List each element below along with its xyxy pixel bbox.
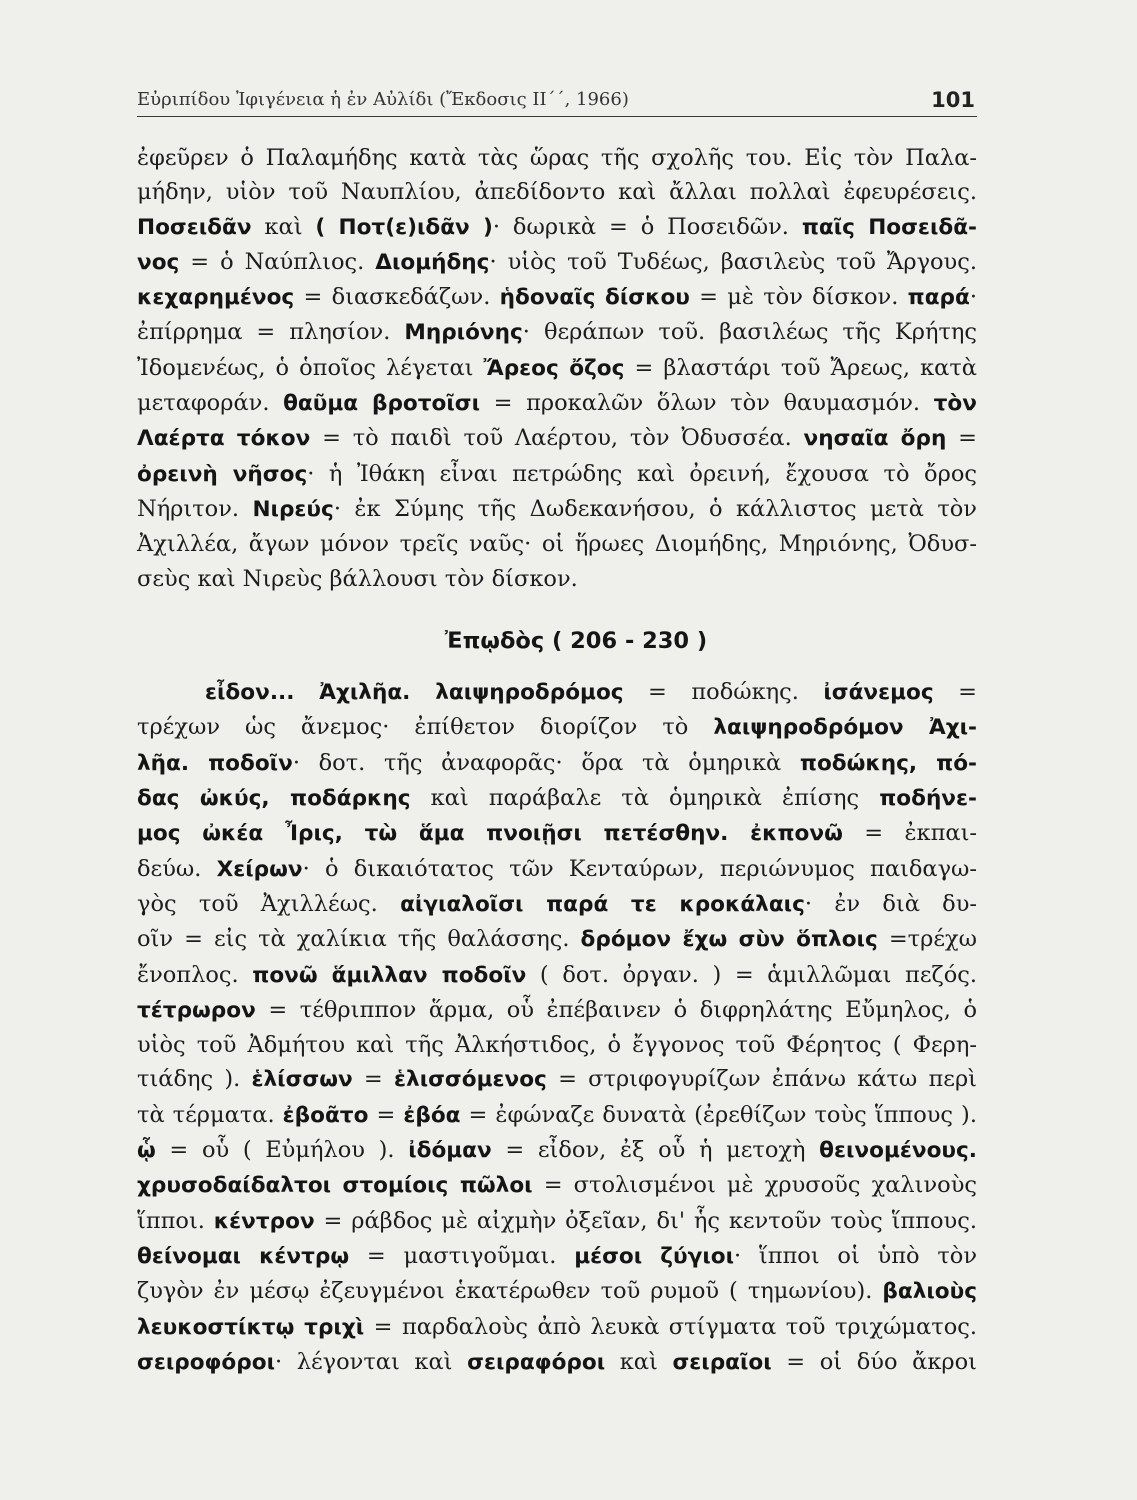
text-run: ἵπποι. <box>137 1207 214 1234</box>
text-run: οῖν = εἰς τὰ χαλίκια τῆς θαλάσσης. <box>137 926 581 953</box>
text-run: ζυγὸν ἐν μέσῳ ἐζευγμένοι ἑκατέρωθεν τοῦ ρυμοῦ ( τημωνίου). <box>137 1278 883 1305</box>
bold-lemma: αἰγιαλοῖσι παρά τε κροκάλαις <box>400 891 805 917</box>
text-line <box>137 527 977 561</box>
text-line <box>137 280 977 315</box>
text-line <box>137 922 977 957</box>
text-line <box>137 781 977 816</box>
text-run: = ὁ Ναύπλιος. <box>179 248 376 275</box>
text-run: = ἐφώναζε δυνατὰ (ἐρεθίζων τοὺς ἵππους ). <box>460 1101 977 1128</box>
bold-lemma: λαιψηροδρόμον Ἀχι- <box>713 715 977 741</box>
text-run: · ἐν διὰ δυ- <box>804 890 977 917</box>
text-line <box>137 1310 977 1345</box>
text-run: = εἶδον, ἐξ οὗ ἡ μετοχὴ <box>491 1137 820 1164</box>
bold-lemma: δας ὠκύς, ποδάρκης <box>137 786 411 812</box>
bold-lemma: λευκοστίκτῳ τριχὶ <box>137 1314 365 1340</box>
text-run: · <box>969 284 977 311</box>
text-line <box>137 175 977 209</box>
text-line <box>137 386 977 421</box>
text-run: καὶ <box>251 213 316 240</box>
text-run: = ἐκπαι- <box>842 820 977 847</box>
text-line <box>137 141 977 175</box>
bold-lemma: μέσοι ζύγιοι <box>574 1243 734 1269</box>
text-run: δεύω. <box>137 855 217 882</box>
text-line <box>137 1345 977 1380</box>
bold-lemma: τὸν <box>933 391 977 417</box>
text-run: · ἐκ Σύμης τῆς Δωδεκανήσου, ὁ κάλλιστος μετὰ τὸν <box>333 495 977 522</box>
commentary-text <box>137 141 977 1380</box>
bold-lemma: Ποσειδᾶν <box>137 214 252 240</box>
text-run: Ἀχιλλέα, ἄγων μόνον τρεῖς ναῦς· οἱ ἥρωες Διομήδης, Μηριόνης, Ὀδυσ- <box>137 531 977 558</box>
bold-lemma: κεχαρημένος <box>137 285 295 311</box>
text-run: = τέθριππον ἅρμα, οὗ ἐπέβαινεν ὁ διφρηλάτης Εὔμηλος, ὁ <box>255 996 977 1023</box>
bold-lemma: Νιρεύς <box>252 496 334 522</box>
text-line <box>137 746 977 781</box>
text-run: ἐφεῦρεν ὁ Παλαμήδης κατὰ τὰς ὥρας τῆς σχολῆς του. Εἰς τὸν Παλα- <box>137 145 977 171</box>
text-line <box>137 210 977 245</box>
bold-lemma: ἐβοᾶτο <box>282 1102 369 1128</box>
bold-lemma: θείνομαι κέντρῳ <box>137 1243 350 1269</box>
bold-lemma: μος ὠκέα Ἶρις, τὼ ἅμα πνοιῇσι πετέσθην. ἐκπονῶ <box>137 821 843 847</box>
text-line <box>137 852 977 887</box>
bold-lemma: ἰσάνεμος <box>823 680 934 706</box>
text-run: Νήριτον. <box>137 495 253 522</box>
running-header <box>137 78 977 117</box>
text-line <box>137 958 977 993</box>
text-line <box>137 993 977 1028</box>
text-run: γὸς τοῦ Ἀχιλλέως. <box>137 890 401 917</box>
bold-lemma: ἡδοναῖς δίσκου <box>499 285 690 311</box>
text-line <box>137 1133 977 1168</box>
text-run: = τὸ παιδὶ τοῦ Λαέρτου, τὸν Ὀδυσσέα. <box>310 425 804 452</box>
bold-lemma: σειραφόροι <box>467 1349 606 1375</box>
bold-lemma: Χείρων <box>216 856 303 882</box>
bold-lemma: ποδήνε- <box>879 786 978 812</box>
text-line <box>137 315 977 350</box>
text-line <box>137 1028 977 1062</box>
text-line <box>137 887 977 922</box>
text-run: μήδην, υἱὸν τοῦ Ναυπλίου, ἀπεδίδοντο καὶ ἄλλαι πολλαὶ ἐφευρέσεις. <box>137 179 977 206</box>
text-run: · ἡ Ἰθάκη εἶναι πετρώδης καὶ ὀρεινή, ἔχουσα τὸ ὄρος <box>307 460 977 487</box>
text-run: καὶ <box>605 1348 673 1375</box>
text-run: = στολισμένοι μὲ χρυσοῦς χαλινοὺς <box>532 1172 977 1199</box>
bold-lemma: τέτρωρον <box>137 997 256 1023</box>
text-run: · λέγονται καὶ <box>274 1348 468 1375</box>
bold-lemma: ἐβόα <box>403 1102 461 1128</box>
text-run: = μὲ τὸν δίσκον. <box>689 284 908 311</box>
bold-lemma: ᾧ <box>137 1138 156 1164</box>
text-run: = οὗ ( Εὐμήλου ). <box>155 1137 409 1164</box>
text-run: σεὺς καὶ Νιρεὺς βάλλουσι τὸν δίσκον. <box>137 565 578 592</box>
bold-lemma: ἰδόμαν <box>408 1138 492 1164</box>
text-line <box>137 421 977 456</box>
bold-lemma: σειροφόροι <box>137 1349 275 1375</box>
text-line <box>137 710 977 745</box>
text-run: = ράβδος μὲ αἰχμὴν ὀξεῖαν, δι' ἧς κεντοῦν τοὺς ἵππους. <box>314 1207 977 1234</box>
text-line <box>137 1098 977 1133</box>
text-line <box>137 816 977 851</box>
bold-lemma: παρά <box>907 285 970 311</box>
bold-lemma: ἑλίσσων <box>251 1067 353 1093</box>
text-run: τρέχων ὡς ἄνεμος· ἐπίθετον διορίζον τὸ <box>137 714 714 741</box>
text-line <box>137 562 977 596</box>
text-line <box>137 675 977 710</box>
text-run: τὰ τέρματα. <box>137 1101 283 1128</box>
commentary-section-2 <box>137 675 977 1380</box>
bold-lemma: εἶδον... Ἀχιλῆα. λαιψηροδρόμος <box>205 680 624 706</box>
bold-lemma: Λαέρτα τόκον <box>137 426 311 452</box>
bold-lemma: βαλιοὺς <box>882 1279 977 1305</box>
bold-lemma: πονῶ ἅμιλλαν ποδοῖν <box>252 962 527 988</box>
bold-lemma: νησαῖα ὄρη <box>803 426 947 452</box>
text-run: = προκαλῶν ὅλων τὸν θαυμασμόν. <box>480 390 934 417</box>
text-run: = οἱ δύο ἄκροι <box>771 1348 977 1375</box>
text-run: τιάδης ). <box>137 1066 252 1093</box>
text-run: = <box>352 1066 395 1093</box>
bold-lemma: νος <box>137 249 180 275</box>
text-run: · υἱὸς τοῦ Τυδέως, βασιλεὺς τοῦ Ἄργους. <box>489 248 977 275</box>
bold-lemma: ἑλισσόμενος <box>394 1067 547 1093</box>
text-line <box>137 1274 977 1309</box>
text-run: = ποδώκης. <box>623 679 824 706</box>
page-number: 101 <box>931 88 975 112</box>
bold-lemma: κέντρον <box>213 1208 315 1234</box>
text-line <box>137 245 977 280</box>
text-run: = παρδαλοὺς ἀπὸ λευκὰ στίγματα τοῦ τριχώματος. <box>364 1313 977 1340</box>
bold-lemma: Διομήδης <box>375 249 490 275</box>
text-run: = <box>946 425 977 452</box>
bold-lemma: παῖς Ποσειδᾶ- <box>801 214 977 240</box>
text-run: = διασκεδάζων. <box>294 284 500 311</box>
text-line <box>137 492 977 527</box>
bold-lemma: λῆα. ποδοῖν <box>137 750 293 776</box>
text-run: Ἰδομενέως, ὁ ὁποῖος λέγεται <box>137 354 484 381</box>
text-run: ἐπίρρημα = πλησίον. <box>137 319 405 346</box>
text-run: · δωρικὰ = ὁ Ποσειδῶν. <box>492 213 802 240</box>
text-line <box>137 1062 977 1097</box>
commentary-section-1 <box>137 141 977 596</box>
bold-lemma: θαῦμα βροτοῖσι <box>283 391 481 417</box>
bold-lemma: θεινομένους. <box>819 1138 977 1164</box>
text-run: = στριφογυρίζων ἐπάνω κάτω περὶ <box>546 1066 977 1093</box>
text-line <box>137 351 977 386</box>
bold-lemma: σειραῖοι <box>672 1349 772 1375</box>
text-run: · ὁ δικαιότατος τῶν Κενταύρων, περιώνυμος παιδαγω- <box>302 855 977 882</box>
text-run: = <box>368 1101 404 1128</box>
text-run: · θεράπων τοῦ. βασιλέως τῆς Κρήτης <box>522 319 977 346</box>
text-run: = μαστιγοῦμαι. <box>349 1242 575 1269</box>
bold-lemma: ( Ποτ(ε)ιδᾶν ) <box>315 214 493 240</box>
text-run: υἱὸς τοῦ Ἀδμήτου καὶ τῆς Ἀλκήστιδος, ὁ ἔγγονος τοῦ Φέρητος ( Φερη- <box>137 1032 977 1059</box>
text-line <box>137 1204 977 1239</box>
bold-lemma: δρόμον ἔχω σὺν ὅπλοις <box>580 927 878 953</box>
text-run: = βλαστάρι τοῦ Ἄρεως, κατὰ <box>624 354 977 381</box>
running-title: Εὐριπίδου Ἰφιγένεια ἡ ἐν Αὐλίδι (Ἔκδοσις ΙΙ΄΄, 1966) <box>137 89 629 110</box>
text-run: ( δοτ. ὀργαν. ) = ἁμιλλῶμαι πεζός. <box>526 961 977 988</box>
text-run: ἔνοπλος. <box>137 961 253 988</box>
bold-lemma: ὀρεινὴ νῆσος <box>137 461 308 487</box>
bold-lemma: Μηριόνης <box>404 320 523 346</box>
text-run: καὶ παράβαλε τὰ ὁμηρικὰ ἐπίσης <box>410 785 880 812</box>
text-run: = <box>933 679 977 706</box>
bold-lemma: Ἄρεος ὄζος <box>483 355 625 381</box>
text-line <box>137 457 977 492</box>
text-run: · ἵπποι οἱ ὑπὸ τὸν <box>734 1242 977 1269</box>
text-run: =τρέχω <box>877 926 977 953</box>
text-line <box>137 1168 977 1203</box>
section-heading: Ἐπῳδὸς ( 206 - 230 ) <box>444 627 708 654</box>
bold-lemma: ποδώκης, πό- <box>799 750 977 776</box>
bold-lemma: χρυσοδαίδαλτοι στομίοις πῶλοι <box>137 1173 533 1199</box>
text-run: μεταφοράν. <box>137 390 284 417</box>
text-run: · δοτ. τῆς ἀναφορᾶς· ὅρα τὰ ὁμηρικὰ <box>292 749 800 776</box>
text-line <box>137 1239 977 1274</box>
